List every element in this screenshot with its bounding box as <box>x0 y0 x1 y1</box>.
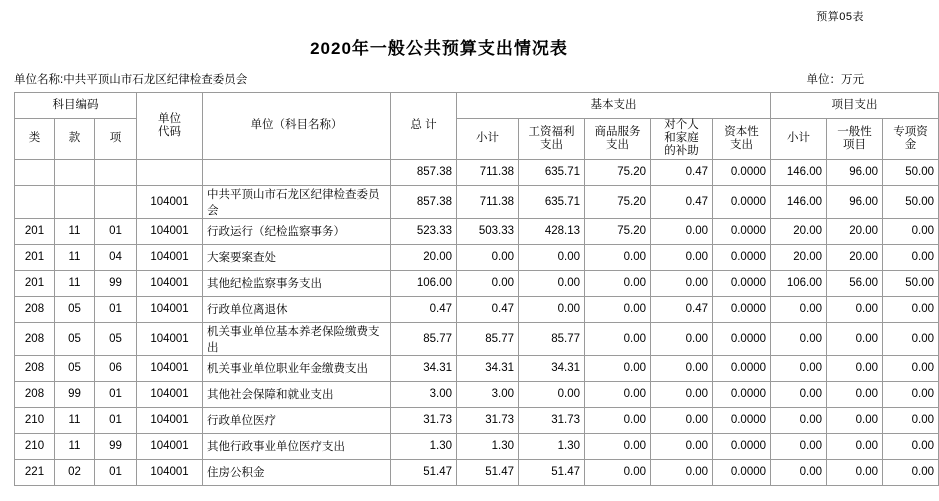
cell-project-sub: 0.00 <box>771 433 827 459</box>
cell-special-funds: 0.00 <box>883 459 939 485</box>
cell-kuan: 05 <box>55 322 95 355</box>
cell-xiang <box>95 159 137 185</box>
cell-goods-services: 75.20 <box>585 185 651 218</box>
cell-xiang: 01 <box>95 218 137 244</box>
header-subject-code: 科目编码 <box>15 93 137 119</box>
header-project-sub: 小计 <box>771 119 827 160</box>
cell-lei: 208 <box>15 355 55 381</box>
header-unit-code: 单位 代码 <box>137 93 203 160</box>
cell-basic-sub: 1.30 <box>457 433 519 459</box>
table-row <box>15 185 939 218</box>
cell-wage-welfare: 85.77 <box>519 322 585 355</box>
cell-capital: 0.0000 <box>713 433 771 459</box>
meta-row <box>0 59 878 92</box>
cell-general-project: 0.00 <box>827 407 883 433</box>
cell-kuan: 05 <box>55 296 95 322</box>
cell-basic-sub: 0.00 <box>457 270 519 296</box>
cell-personal-family: 0.47 <box>651 159 713 185</box>
cell-kuan: 11 <box>55 218 95 244</box>
cell-personal-family: 0.00 <box>651 407 713 433</box>
cell-total: 106.00 <box>391 270 457 296</box>
header-capital: 资本性 支出 <box>713 119 771 160</box>
cell-general-project: 56.00 <box>827 270 883 296</box>
cell-special-funds: 50.00 <box>883 185 939 218</box>
cell-general-project: 0.00 <box>827 355 883 381</box>
cell-total: 857.38 <box>391 159 457 185</box>
cell-xiang <box>95 185 137 218</box>
cell-unit-code: 104001 <box>137 218 203 244</box>
table-row <box>15 355 939 381</box>
cell-special-funds: 0.00 <box>883 322 939 355</box>
cell-lei: 210 <box>15 407 55 433</box>
cell-special-funds: 0.00 <box>883 355 939 381</box>
cell-kuan: 11 <box>55 244 95 270</box>
header-lei: 类 <box>15 119 55 160</box>
cell-unit-name: 机关事业单位基本养老保险缴费支出 <box>203 322 391 355</box>
cell-basic-sub: 711.38 <box>457 159 519 185</box>
cell-capital: 0.0000 <box>713 159 771 185</box>
cell-capital: 0.0000 <box>713 407 771 433</box>
cell-unit-code: 104001 <box>137 322 203 355</box>
cell-personal-family: 0.00 <box>651 270 713 296</box>
cell-unit-name: 中共平顶山市石龙区纪律检查委员会 <box>203 185 391 218</box>
cell-special-funds: 0.00 <box>883 296 939 322</box>
cell-goods-services: 75.20 <box>585 159 651 185</box>
cell-unit-code: 104001 <box>137 381 203 407</box>
cell-unit-code: 104001 <box>137 296 203 322</box>
cell-wage-welfare: 31.73 <box>519 407 585 433</box>
cell-lei: 208 <box>15 381 55 407</box>
cell-wage-welfare: 1.30 <box>519 433 585 459</box>
cell-kuan: 11 <box>55 270 95 296</box>
budget-table <box>14 92 939 486</box>
header-basic-sub: 小计 <box>457 119 519 160</box>
cell-wage-welfare: 0.00 <box>519 381 585 407</box>
cell-project-sub: 0.00 <box>771 355 827 381</box>
cell-total: 85.77 <box>391 322 457 355</box>
cell-goods-services: 0.00 <box>585 381 651 407</box>
amount-unit-label: 单位：万元 <box>806 74 864 86</box>
cell-kuan: 11 <box>55 433 95 459</box>
cell-personal-family: 0.00 <box>651 381 713 407</box>
cell-goods-services: 0.00 <box>585 433 651 459</box>
cell-personal-family: 0.00 <box>651 459 713 485</box>
cell-project-sub: 0.00 <box>771 296 827 322</box>
cell-capital: 0.0000 <box>713 296 771 322</box>
cell-general-project: 0.00 <box>827 433 883 459</box>
table-row <box>15 244 939 270</box>
cell-project-sub: 0.00 <box>771 407 827 433</box>
cell-unit-name: 行政单位医疗 <box>203 407 391 433</box>
cell-capital: 0.0000 <box>713 459 771 485</box>
cell-project-sub: 0.00 <box>771 459 827 485</box>
cell-lei: 201 <box>15 270 55 296</box>
cell-capital: 0.0000 <box>713 185 771 218</box>
cell-total: 0.47 <box>391 296 457 322</box>
cell-xiang: 01 <box>95 407 137 433</box>
header-basic-expenditure: 基本支出 <box>457 93 771 119</box>
cell-lei: 210 <box>15 433 55 459</box>
cell-special-funds: 0.00 <box>883 407 939 433</box>
cell-basic-sub: 34.31 <box>457 355 519 381</box>
form-code-label: 预算05表 <box>816 11 864 23</box>
cell-unit-name: 大案要案查处 <box>203 244 391 270</box>
cell-capital: 0.0000 <box>713 244 771 270</box>
cell-project-sub: 0.00 <box>771 322 827 355</box>
cell-goods-services: 0.00 <box>585 244 651 270</box>
cell-xiang: 06 <box>95 355 137 381</box>
table-row <box>15 159 939 185</box>
cell-xiang: 04 <box>95 244 137 270</box>
cell-lei: 201 <box>15 244 55 270</box>
cell-kuan: 02 <box>55 459 95 485</box>
table-body <box>15 159 939 485</box>
cell-basic-sub: 31.73 <box>457 407 519 433</box>
cell-wage-welfare: 0.00 <box>519 270 585 296</box>
cell-total: 523.33 <box>391 218 457 244</box>
unit-name-label: 单位名称:中共平顶山市石龙区纪律检查委员会 <box>14 74 248 86</box>
cell-unit-name: 其他社会保障和就业支出 <box>203 381 391 407</box>
cell-wage-welfare: 635.71 <box>519 159 585 185</box>
cell-general-project: 0.00 <box>827 296 883 322</box>
cell-goods-services: 0.00 <box>585 407 651 433</box>
cell-xiang: 99 <box>95 433 137 459</box>
cell-lei: 221 <box>15 459 55 485</box>
header-unit-name: 单位（科目名称） <box>203 93 391 160</box>
cell-total: 3.00 <box>391 381 457 407</box>
cell-project-sub: 20.00 <box>771 218 827 244</box>
cell-unit-code: 104001 <box>137 459 203 485</box>
cell-personal-family: 0.47 <box>651 185 713 218</box>
cell-total: 34.31 <box>391 355 457 381</box>
table-row <box>15 407 939 433</box>
cell-lei <box>15 159 55 185</box>
cell-project-sub: 146.00 <box>771 159 827 185</box>
cell-capital: 0.0000 <box>713 322 771 355</box>
cell-unit-code: 104001 <box>137 270 203 296</box>
cell-special-funds: 50.00 <box>883 159 939 185</box>
cell-general-project: 20.00 <box>827 244 883 270</box>
cell-general-project: 0.00 <box>827 322 883 355</box>
cell-wage-welfare: 428.13 <box>519 218 585 244</box>
header-xiang: 项 <box>95 119 137 160</box>
cell-unit-name: 行政运行（纪检监察事务） <box>203 218 391 244</box>
cell-project-sub: 106.00 <box>771 270 827 296</box>
cell-goods-services: 0.00 <box>585 322 651 355</box>
table-row <box>15 296 939 322</box>
header-wage-welfare: 工资福利 支出 <box>519 119 585 160</box>
cell-personal-family: 0.00 <box>651 218 713 244</box>
cell-unit-name: 行政单位离退休 <box>203 296 391 322</box>
cell-lei: 201 <box>15 218 55 244</box>
cell-basic-sub: 711.38 <box>457 185 519 218</box>
cell-general-project: 20.00 <box>827 218 883 244</box>
cell-capital: 0.0000 <box>713 355 771 381</box>
cell-unit-code: 104001 <box>137 407 203 433</box>
cell-xiang: 99 <box>95 270 137 296</box>
cell-basic-sub: 51.47 <box>457 459 519 485</box>
cell-goods-services: 0.00 <box>585 296 651 322</box>
cell-lei: 208 <box>15 296 55 322</box>
cell-special-funds: 0.00 <box>883 218 939 244</box>
cell-special-funds: 50.00 <box>883 270 939 296</box>
cell-xiang: 01 <box>95 296 137 322</box>
cell-total: 51.47 <box>391 459 457 485</box>
cell-general-project: 0.00 <box>827 381 883 407</box>
cell-project-sub: 146.00 <box>771 185 827 218</box>
cell-unit-code <box>137 159 203 185</box>
page-title: 2020年一般公共预算支出情况表 <box>310 39 568 58</box>
cell-kuan: 05 <box>55 355 95 381</box>
cell-unit-name: 其他行政事业单位医疗支出 <box>203 433 391 459</box>
cell-xiang: 01 <box>95 459 137 485</box>
table-row <box>15 270 939 296</box>
cell-unit-code: 104001 <box>137 185 203 218</box>
cell-wage-welfare: 0.00 <box>519 296 585 322</box>
header-kuan: 款 <box>55 119 95 160</box>
cell-personal-family: 0.00 <box>651 355 713 381</box>
cell-general-project: 96.00 <box>827 185 883 218</box>
cell-goods-services: 75.20 <box>585 218 651 244</box>
cell-personal-family: 0.00 <box>651 433 713 459</box>
header-personal-family: 对个人 和家庭 的补助 <box>651 119 713 160</box>
cell-basic-sub: 503.33 <box>457 218 519 244</box>
cell-unit-name: 住房公积金 <box>203 459 391 485</box>
cell-unit-name: 其他纪检监察事务支出 <box>203 270 391 296</box>
cell-project-sub: 20.00 <box>771 244 827 270</box>
cell-basic-sub: 0.00 <box>457 244 519 270</box>
header-project-expenditure: 项目支出 <box>771 93 939 119</box>
cell-personal-family: 0.00 <box>651 322 713 355</box>
cell-wage-welfare: 635.71 <box>519 185 585 218</box>
cell-general-project: 0.00 <box>827 459 883 485</box>
cell-special-funds: 0.00 <box>883 244 939 270</box>
cell-personal-family: 0.47 <box>651 296 713 322</box>
cell-personal-family: 0.00 <box>651 244 713 270</box>
header-goods-services: 商品服务 支出 <box>585 119 651 160</box>
cell-goods-services: 0.00 <box>585 355 651 381</box>
header-total: 总 计 <box>391 93 457 160</box>
cell-goods-services: 0.00 <box>585 459 651 485</box>
cell-wage-welfare: 51.47 <box>519 459 585 485</box>
cell-kuan: 11 <box>55 407 95 433</box>
cell-general-project: 96.00 <box>827 159 883 185</box>
cell-kuan <box>55 159 95 185</box>
table-row <box>15 381 939 407</box>
cell-total: 1.30 <box>391 433 457 459</box>
cell-unit-code: 104001 <box>137 244 203 270</box>
cell-capital: 0.0000 <box>713 270 771 296</box>
cell-goods-services: 0.00 <box>585 270 651 296</box>
cell-total: 31.73 <box>391 407 457 433</box>
table-row <box>15 322 939 355</box>
header-general-project: 一般性 项目 <box>827 119 883 160</box>
header-special-funds: 专项资 金 <box>883 119 939 160</box>
cell-project-sub: 0.00 <box>771 381 827 407</box>
cell-lei: 208 <box>15 322 55 355</box>
cell-basic-sub: 85.77 <box>457 322 519 355</box>
cell-unit-code: 104001 <box>137 355 203 381</box>
cell-kuan: 99 <box>55 381 95 407</box>
cell-wage-welfare: 0.00 <box>519 244 585 270</box>
cell-capital: 0.0000 <box>713 381 771 407</box>
cell-total: 20.00 <box>391 244 457 270</box>
table-row <box>15 218 939 244</box>
table-row <box>15 433 939 459</box>
table-row <box>15 459 939 485</box>
cell-basic-sub: 3.00 <box>457 381 519 407</box>
cell-xiang: 01 <box>95 381 137 407</box>
table-header-row-1 <box>15 93 939 119</box>
cell-basic-sub: 0.47 <box>457 296 519 322</box>
cell-total: 857.38 <box>391 185 457 218</box>
cell-unit-name <box>203 159 391 185</box>
cell-unit-code: 104001 <box>137 433 203 459</box>
cell-kuan <box>55 185 95 218</box>
cell-special-funds: 0.00 <box>883 433 939 459</box>
cell-wage-welfare: 34.31 <box>519 355 585 381</box>
cell-unit-name: 机关事业单位职业年金缴费支出 <box>203 355 391 381</box>
cell-special-funds: 0.00 <box>883 381 939 407</box>
cell-xiang: 05 <box>95 322 137 355</box>
cell-capital: 0.0000 <box>713 218 771 244</box>
cell-lei <box>15 185 55 218</box>
